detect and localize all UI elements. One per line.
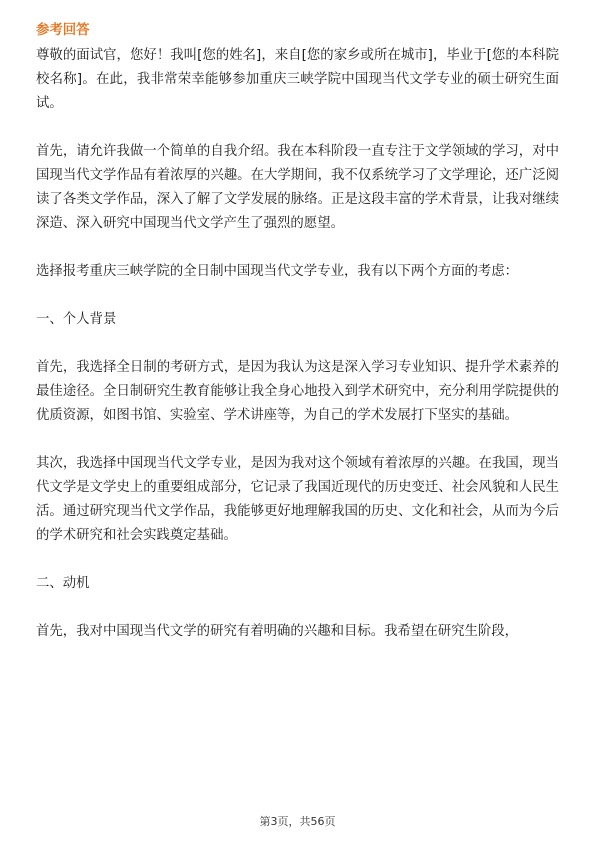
page-number-footer: 第3页，共56页 xyxy=(259,815,336,828)
paragraph-greeting: 尊敬的面试官，您好！我叫[您的姓名]，来自[您的家乡或所在城市]，毕业于[您的本科院校名称]。在此，我非常荣幸能够参加重庆三峡学院中国现当代文学专业的硕士研究生面试。 xyxy=(36,48,559,111)
document-body xyxy=(36,20,559,644)
paragraph-spacer xyxy=(36,284,559,308)
paragraph-spacer xyxy=(36,332,559,356)
paragraph-spacer xyxy=(36,116,559,140)
paragraph-spacer xyxy=(36,236,559,260)
paragraph-major-choice: 其次，我选择中国现当代文学专业，是因为我对这个领域有着浓厚的兴趣。在我国，现当代文学是文学史上的重要组成部分，它记录了我国近现代的历史变迁、社会风貌和人民生活。通过研究现当代文学作品，我能够更好地理解我国的历史、文化和社会，从而为今后的学术研究和社会实践奠定基础。 xyxy=(36,456,559,543)
heading-motivation: 二、动机 xyxy=(36,576,90,591)
paragraph-self-intro: 首先，请允许我做一个简单的自我介绍。我在本科阶段一直专注于文学领域的学习，对中国现当代文学作品有着浓厚的兴趣。在大学期间，我不仅系统学习了文学理论，还广泛阅读了各类文学作品，深入了解了文学发展的脉络。正是这段丰富的学术背景，让我对继续深造、深入研究中国现当代文学产生了强烈的愿望。 xyxy=(36,144,559,231)
paragraph-spacer xyxy=(36,596,559,620)
paragraph-spacer xyxy=(36,548,559,572)
heading-personal-background: 一、个人背景 xyxy=(36,312,117,327)
paragraph-full-time-study: 首先，我选择全日制的考研方式，是因为我认为这是深入学习专业知识、提升学术素养的最佳途径。全日制研究生教育能够让我全身心地投入到学术研究中，充分利用学院提供的优质资源，如图书馆、实验室、学术讲座等，为自己的学术发展打下坚实的基础。 xyxy=(36,360,559,423)
section-title: 参考回答 xyxy=(36,23,90,38)
paragraph-reasons-intro: 选择报考重庆三峡学院的全日制中国现当代文学专业，我有以下两个方面的考虑： xyxy=(36,264,519,279)
paragraph-research-interest: 首先，我对中国现当代文学的研究有着明确的兴趣和目标。我希望在研究生阶段， xyxy=(36,624,519,639)
paragraph-spacer xyxy=(36,428,559,452)
